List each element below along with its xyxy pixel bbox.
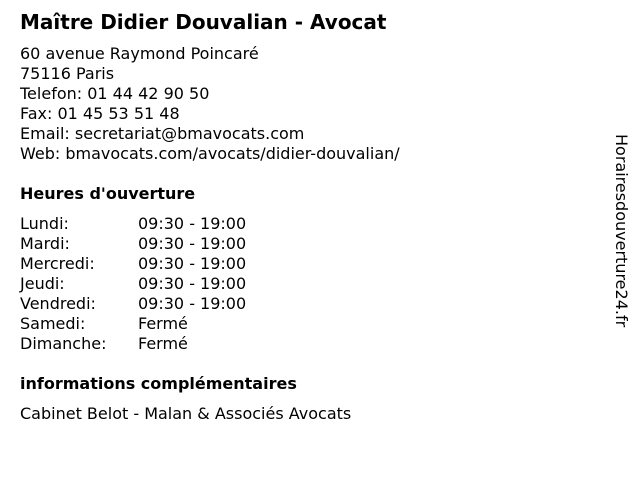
hours-row-saturday (20, 314, 246, 334)
time-value: 09:30 - 19:00 (138, 274, 247, 293)
brand-watermark: Horairesdouverture24.fr (612, 134, 631, 328)
day-label: Mardi: (20, 234, 70, 253)
day-label: Dimanche: (20, 334, 107, 353)
hours-row-tuesday (20, 234, 246, 254)
day-label: Samedi: (20, 314, 86, 333)
additional-info-text: Cabinet Belot - Malan & Associés Avocats (20, 404, 352, 423)
day-label: Lundi: (20, 214, 69, 233)
day-label: Jeudi: (20, 274, 65, 293)
page-title: Maître Didier Douvalian - Avocat (20, 10, 387, 34)
contact-block (20, 44, 400, 164)
fax-number: Fax: 01 45 53 51 48 (20, 104, 180, 123)
time-value: Fermé (138, 334, 188, 353)
day-label: Mercredi: (20, 254, 95, 273)
website-address: Web: bmavocats.com/avocats/didier-douvalian/ (20, 144, 400, 163)
time-value: 09:30 - 19:00 (138, 254, 247, 273)
address-city: 75116 Paris (20, 64, 115, 83)
opening-hours-table (20, 214, 246, 354)
time-value: 09:30 - 19:00 (138, 234, 247, 253)
time-value: 09:30 - 19:00 (138, 294, 247, 313)
hours-row-friday (20, 294, 246, 314)
email-address: Email: secretariat@bmavocats.com (20, 124, 305, 143)
hours-row-sunday (20, 334, 246, 354)
hours-row-monday (20, 214, 246, 234)
hours-row-thursday (20, 274, 246, 294)
additional-info-heading: informations complémentaires (20, 374, 297, 393)
phone-number: Telefon: 01 44 42 90 50 (20, 84, 210, 103)
hours-row-wednesday (20, 254, 246, 274)
time-value: Fermé (138, 314, 188, 333)
opening-hours-heading: Heures d'ouverture (20, 184, 196, 203)
address-street: 60 avenue Raymond Poincaré (20, 44, 259, 63)
time-value: 09:30 - 19:00 (138, 214, 247, 233)
day-label: Vendredi: (20, 294, 96, 313)
